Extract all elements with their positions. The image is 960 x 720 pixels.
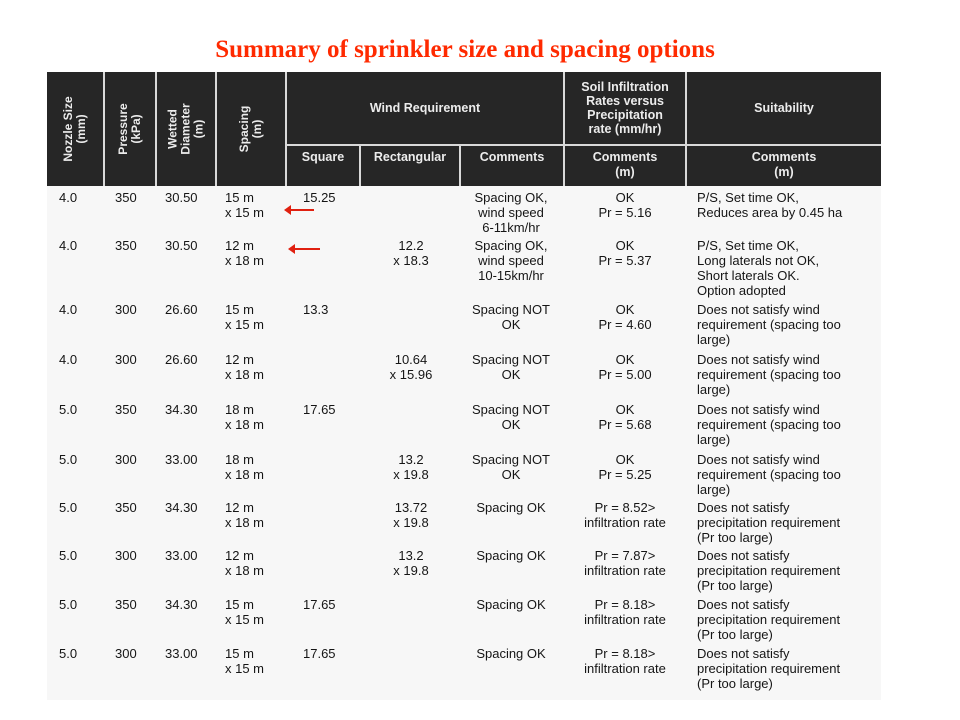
table-row [47, 238, 881, 298]
cell-square: 17.65 [303, 402, 336, 417]
header-soil-infiltration: Soil Infiltration Rates versus Precipitation rate (mm/hr) [581, 80, 669, 136]
cell-rect: 13.2 x 19.8 [393, 452, 429, 482]
cell-wind: Spacing NOT OK [471, 302, 551, 332]
cell-spacing: 15 m x 15 m [225, 597, 265, 627]
cell-nozzle: 5.0 [59, 452, 78, 467]
cell-wind: Spacing NOT OK [471, 352, 551, 382]
table-row [47, 352, 881, 400]
page-title: Summary of sprinkler size and spacing options [215, 36, 715, 63]
cell-rect: 13.72 x 19.8 [393, 500, 429, 530]
cell-nozzle: 5.0 [59, 646, 78, 661]
cell-wetted: 26.60 [165, 352, 198, 367]
header-soil-comments: Comments (m) [592, 150, 658, 179]
cell-wetted: 34.30 [165, 402, 198, 417]
cell-pressure: 350 [115, 238, 137, 253]
cell-spacing: 18 m x 18 m [225, 402, 265, 432]
cell-spacing: 18 m x 18 m [225, 452, 265, 482]
header-wind-requirement: Wind Requirement [369, 101, 481, 115]
cell-suit: Does not satisfy precipitation requirement (Pr too large) [697, 500, 841, 545]
cell-nozzle: 5.0 [59, 548, 78, 563]
cell-soil: Pr = 7.87> infiltration rate [584, 548, 666, 578]
cell-suit: Does not satisfy wind requirement (spacing too large) [697, 352, 841, 397]
cell-wind: Spacing OK [476, 500, 546, 515]
header-wind-comments: Comments [479, 150, 545, 164]
cell-wind: Spacing NOT OK [471, 402, 551, 432]
cell-nozzle: 4.0 [59, 190, 78, 205]
cell-nozzle: 5.0 [59, 500, 78, 515]
table-row [47, 190, 881, 238]
cell-nozzle: 4.0 [59, 238, 78, 253]
sprinkler-options-table [47, 72, 881, 700]
table-row [47, 597, 881, 645]
cell-pressure: 300 [115, 302, 137, 317]
cell-pressure: 300 [115, 548, 137, 563]
cell-wind: Spacing OK, wind speed 10-15km/hr [474, 238, 548, 283]
cell-suit: Does not satisfy precipitation requirement (Pr too large) [697, 597, 841, 642]
cell-square: 13.3 [303, 302, 329, 317]
cell-suit: Does not satisfy precipitation requirement (Pr too large) [697, 548, 841, 593]
cell-nozzle: 4.0 [59, 352, 78, 367]
cell-spacing: 15 m x 15 m [225, 646, 265, 676]
cell-spacing: 15 m x 15 m [225, 190, 265, 220]
cell-pressure: 350 [115, 402, 137, 417]
table-row [47, 402, 881, 450]
header-wetted-diameter: Wetted Diameter (m) [165, 103, 206, 155]
cell-suit: P/S, Set time OK, Reduces area by 0.45 ha [697, 190, 843, 220]
cell-spacing: 12 m x 18 m [225, 352, 265, 382]
cell-pressure: 350 [115, 597, 137, 612]
header-pressure: Pressure (kPa) [116, 103, 143, 155]
cell-soil: Pr = 8.52> infiltration rate [584, 500, 666, 530]
cell-nozzle: 4.0 [59, 302, 78, 317]
cell-spacing: 12 m x 18 m [225, 238, 265, 268]
cell-wetted: 33.00 [165, 548, 198, 563]
cell-square: 17.65 [303, 597, 336, 612]
table-row [47, 302, 881, 350]
header-suitability: Suitability [754, 101, 814, 115]
cell-wind: Spacing OK, wind speed 6-11km/hr [474, 190, 548, 235]
cell-wetted: 33.00 [165, 646, 198, 661]
cell-wetted: 33.00 [165, 452, 198, 467]
cell-suit: Does not satisfy wind requirement (spacing too large) [697, 302, 841, 347]
cell-wind: Spacing OK [476, 597, 546, 612]
cell-spacing: 12 m x 18 m [225, 548, 265, 578]
cell-rect: 10.64 x 15.96 [389, 352, 433, 382]
cell-spacing: 12 m x 18 m [225, 500, 265, 530]
table-row [47, 646, 881, 694]
cell-pressure: 350 [115, 500, 137, 515]
header-rectangular: Rectangular [373, 150, 447, 164]
cell-wind: Spacing OK [476, 646, 546, 661]
cell-wind: Spacing NOT OK [471, 452, 551, 482]
cell-pressure: 300 [115, 352, 137, 367]
cell-nozzle: 5.0 [59, 597, 78, 612]
cell-soil: Pr = 8.18> infiltration rate [584, 597, 666, 627]
cell-wind: Spacing OK [476, 548, 546, 563]
cell-wetted: 34.30 [165, 597, 198, 612]
cell-soil: OK Pr = 4.60 [598, 302, 652, 332]
cell-soil: OK Pr = 5.25 [598, 452, 652, 482]
cell-pressure: 350 [115, 190, 137, 205]
highlight-arrow-option-2 [294, 248, 320, 250]
cell-wetted: 26.60 [165, 302, 198, 317]
cell-suit: P/S, Set time OK, Long laterals not OK, Short laterals OK. Option adopted [697, 238, 820, 298]
cell-soil: OK Pr = 5.37 [598, 238, 652, 268]
cell-square: 17.65 [303, 646, 336, 661]
cell-wetted: 34.30 [165, 500, 198, 515]
cell-square: 15.25 [303, 190, 336, 205]
table-header [47, 72, 881, 186]
cell-spacing: 15 m x 15 m [225, 302, 265, 332]
cell-suit: Does not satisfy wind requirement (spacing too large) [697, 452, 841, 497]
cell-rect: 13.2 x 19.8 [393, 548, 429, 578]
cell-pressure: 300 [115, 646, 137, 661]
cell-rect: 12.2 x 18.3 [393, 238, 429, 268]
cell-soil: OK Pr = 5.68 [598, 402, 652, 432]
table-row [47, 500, 881, 548]
header-suitability-comments: Comments (m) [751, 150, 817, 179]
table-row [47, 452, 881, 500]
cell-soil: OK Pr = 5.00 [598, 352, 652, 382]
cell-soil: OK Pr = 5.16 [598, 190, 652, 220]
table-row [47, 548, 881, 596]
header-spacing: Spacing (m) [237, 105, 264, 153]
header-nozzle-size: Nozzle Size (mm) [61, 96, 88, 162]
highlight-arrow-option-1 [290, 209, 314, 211]
cell-suit: Does not satisfy precipitation requirement (Pr too large) [697, 646, 841, 691]
cell-soil: Pr = 8.18> infiltration rate [584, 646, 666, 676]
cell-pressure: 300 [115, 452, 137, 467]
header-square: Square [301, 150, 345, 164]
cell-suit: Does not satisfy wind requirement (spacing too large) [697, 402, 841, 447]
cell-wetted: 30.50 [165, 238, 198, 253]
cell-nozzle: 5.0 [59, 402, 78, 417]
cell-wetted: 30.50 [165, 190, 198, 205]
